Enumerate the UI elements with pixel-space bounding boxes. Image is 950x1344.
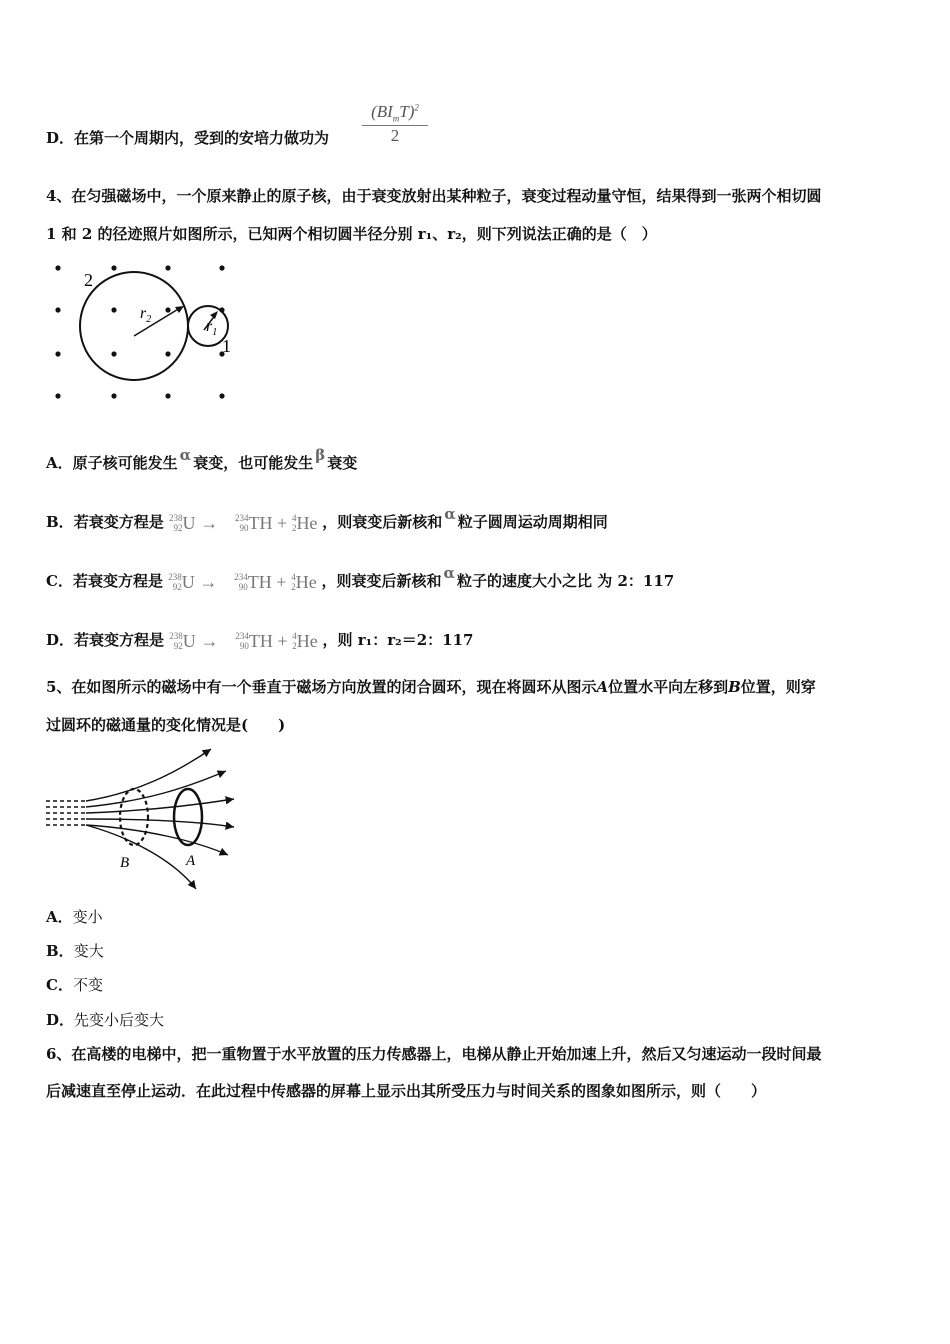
- option-label: B．: [46, 513, 74, 531]
- field-dot: [165, 265, 170, 270]
- tangent-circles-figure: [46, 256, 236, 404]
- he-symbol: He: [296, 631, 318, 651]
- formula-num2: T): [399, 102, 415, 121]
- option-label: D．: [46, 1011, 75, 1029]
- u-indices: [168, 572, 182, 592]
- u-mass: 238: [168, 513, 183, 523]
- option-text: 粒子的速度大小之比 为 2：117: [457, 572, 675, 590]
- th-symbol: TH +: [248, 513, 288, 533]
- option-text: 衰变，也可能发生: [193, 454, 314, 472]
- option-label: A．: [46, 908, 73, 926]
- field-line: [86, 825, 228, 855]
- field-dot: [219, 265, 224, 270]
- label-1: 1: [222, 336, 231, 356]
- option-label: D．: [46, 631, 75, 649]
- field-dot: [111, 393, 116, 398]
- field-dot: [111, 265, 116, 270]
- field-dot: [165, 307, 170, 312]
- field-line: [86, 771, 226, 807]
- decay-equation: [168, 572, 321, 590]
- q6-stem-line1: 6、在高楼的电梯中，把一重物置于水平放置的压力传感器上，电梯从静止开始加速上升，然后又匀速运动一段时间最: [46, 1045, 822, 1063]
- arrow: →: [200, 513, 219, 533]
- beta-symbol: β: [315, 446, 326, 464]
- th-mass: 234: [235, 631, 249, 641]
- position-a: A: [596, 678, 609, 696]
- q5-option-d: [46, 1010, 164, 1030]
- q5-stem-line1: [46, 677, 816, 697]
- field-dot: [111, 351, 116, 356]
- option-text: 若衰变方程是: [74, 631, 165, 649]
- th-indices: [235, 513, 249, 533]
- th-indices: [234, 572, 248, 592]
- th-mass: 234: [234, 572, 248, 582]
- ring-a: [174, 789, 202, 845]
- option-text: 衰变: [327, 454, 358, 472]
- ring-b: [120, 789, 148, 845]
- u-indices: [169, 513, 183, 533]
- option-label: B．: [46, 942, 74, 960]
- u-symbol: U: [181, 572, 195, 592]
- field-dot: [111, 307, 116, 312]
- field-line: [86, 749, 211, 801]
- formula-sub: m: [392, 113, 400, 124]
- th-mass: 234: [235, 513, 249, 523]
- option-text: 不变: [72, 976, 103, 994]
- u-indices: [169, 631, 183, 651]
- option-text: 先变小后变大: [74, 1011, 165, 1029]
- option-text: 在第一个周期内，受到的安培力做功为: [74, 129, 330, 147]
- formula-den: 2: [390, 126, 400, 146]
- work-formula: [362, 102, 428, 146]
- alpha-symbol: α: [444, 505, 456, 523]
- option-text: ，则 r₁：r₂＝2：117: [322, 631, 474, 649]
- he-number: 2: [291, 582, 296, 592]
- u-symbol: U: [182, 513, 196, 533]
- he-mass: 4: [291, 572, 296, 582]
- label-r1: $r_1$: [206, 318, 218, 338]
- option-text: ，则衰变后新核和: [321, 572, 442, 590]
- q4-option-b: [46, 505, 608, 535]
- field-line: [86, 819, 234, 827]
- q4-stem-line1: 4、在匀强磁场中，一个原来静止的原子核，由于衰变放射出某种粒子，衰变过程动量守恒，结果得到一张两个相切圆: [46, 187, 822, 205]
- label-a: A: [186, 853, 196, 869]
- field-line: [86, 799, 234, 813]
- stem-text: 5、在如图所示的磁场中有一个垂直于磁场方向放置的闭合圆环，现在将圆环从图示: [46, 678, 597, 696]
- option-text: 原子核可能发生: [72, 454, 178, 472]
- position-b: B: [728, 678, 741, 696]
- th-number: 90: [239, 641, 249, 651]
- field-dot: [55, 393, 60, 398]
- he-number: 2: [292, 641, 297, 651]
- q3-option-d: [46, 128, 329, 148]
- q5-option-c: [46, 975, 103, 995]
- field-dot: [165, 351, 170, 356]
- he-symbol: He: [295, 572, 317, 592]
- u-number: 92: [173, 641, 183, 651]
- u-mass: 238: [169, 631, 183, 641]
- label-b: B: [120, 855, 130, 871]
- q4-stem-line2: 1 和 2 的径迹照片如图所示，已知两个相切圆半径分别 r₁、r₂，则下列说法正确的是（ ）: [46, 225, 657, 243]
- option-text: 变大: [73, 942, 104, 960]
- field-dot: [55, 307, 60, 312]
- option-label: D．: [46, 129, 75, 147]
- arrow: →: [199, 572, 218, 592]
- th-number: 90: [238, 582, 248, 592]
- u-number: 92: [172, 582, 182, 592]
- option-label: A．: [46, 454, 73, 472]
- decay-equation: [169, 513, 322, 531]
- track-circle-2: [80, 272, 188, 380]
- alpha-symbol: α: [179, 446, 192, 464]
- he-mass: 4: [292, 631, 297, 641]
- th-number: 90: [239, 523, 249, 533]
- label-r2: $r_2$: [140, 305, 152, 325]
- alpha-symbol: α: [443, 564, 456, 582]
- stem-text: 位置，则穿: [740, 678, 816, 696]
- stem-text: 位置水平向左移到: [608, 678, 729, 696]
- q4-option-c: [46, 564, 675, 594]
- u-symbol: U: [182, 631, 196, 651]
- formula-exp: 2: [414, 102, 419, 113]
- field-line: [86, 825, 196, 889]
- decay-equation: [169, 631, 322, 649]
- arrow: →: [200, 631, 219, 651]
- field-dot: [55, 265, 60, 270]
- he-symbol: He: [296, 513, 318, 533]
- q5-option-b: [46, 941, 104, 961]
- q4-option-d: [46, 628, 473, 653]
- label-2: 2: [84, 270, 93, 290]
- formula-num: (BI: [371, 102, 393, 121]
- option-label: C．: [46, 976, 73, 994]
- q5-stem-line2: 过圆环的磁通量的变化情况是( ): [46, 716, 286, 734]
- th-indices: [235, 631, 249, 651]
- option-text: 变小: [72, 908, 103, 926]
- field-dot: [165, 393, 170, 398]
- th-symbol: TH +: [248, 631, 288, 651]
- he-number: 2: [291, 523, 297, 533]
- field-dot: [55, 351, 60, 356]
- q6-stem-line2: 后减速直至停止运动．在此过程中传感器的屏幕上显示出其所受压力与时间关系的图象如图所示，则（ ）: [46, 1082, 767, 1100]
- option-text: 粒子圆周运动周期相同: [457, 513, 608, 531]
- he-mass: 4: [291, 513, 297, 523]
- q4-option-a: [46, 446, 358, 473]
- u-mass: 238: [168, 572, 182, 582]
- field-dot: [219, 393, 224, 398]
- option-text: 若衰变方程是: [72, 572, 163, 590]
- option-text: 若衰变方程是: [73, 513, 164, 531]
- th-symbol: TH +: [247, 572, 287, 592]
- option-label: C．: [46, 572, 73, 590]
- u-number: 92: [173, 523, 183, 533]
- option-text: ，则衰变后新核和: [322, 513, 443, 531]
- q5-option-a: [46, 907, 103, 927]
- magnetic-field-figure: [46, 743, 236, 893]
